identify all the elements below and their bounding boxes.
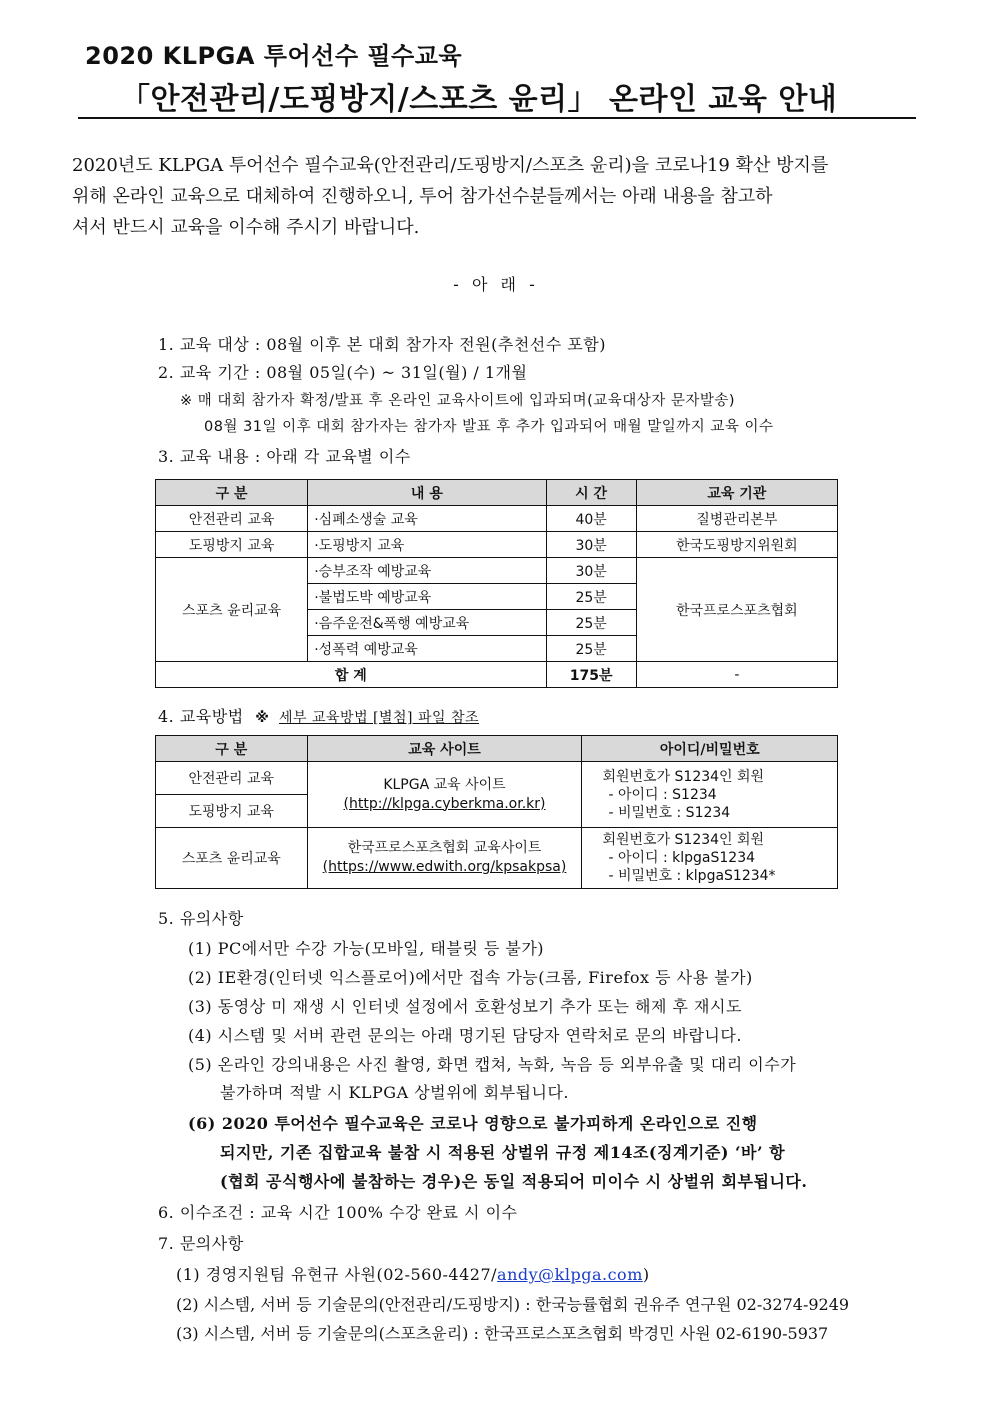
time-cell: 30분 — [546, 532, 636, 558]
education-method-table — [155, 735, 838, 889]
total-label: 합 계 — [156, 662, 547, 688]
site-cell — [307, 828, 582, 889]
notice-item: (3) 동영상 미 재생 시 인터넷 설정에서 호환성보기 추가 또는 해제 후 재시도 — [188, 997, 742, 1016]
section-1-target: 1. 교육 대상 : 08월 이후 본 대회 참가자 전원(추천선수 포함) — [158, 335, 606, 354]
document-title-line2: 「안전관리/도핑방지/스포츠 윤리」 온라인 교육 안내 — [120, 82, 838, 117]
intro-line: 셔서 반드시 교육을 이수해 주시기 바랍니다. — [72, 217, 420, 238]
time-cell: 30분 — [546, 558, 636, 584]
site-name: KLPGA 교육 사이트 — [383, 776, 506, 793]
table-header-cell: 내 용 — [308, 480, 546, 506]
org-cell: 질병관리본부 — [636, 506, 837, 532]
content-cell: ·심폐소생술 교육 — [308, 506, 546, 532]
table-header-cell: 구 분 — [156, 480, 308, 506]
total-time: 175분 — [546, 662, 636, 688]
notice-item: (5) 온라인 강의내용은 사진 촬영, 화면 캡쳐, 녹화, 녹음 등 외부유출 및 대리 이수가 — [188, 1055, 797, 1074]
time-cell: 40분 — [546, 506, 636, 532]
notice-item-bold: (협회 공식행사에 불참하는 경우)은 동일 적용되어 미이수 시 상벌위 회부됩니다. — [220, 1172, 808, 1191]
table-header-cell: 교육 사이트 — [307, 736, 582, 762]
total-org: - — [636, 662, 837, 688]
attachment-note: 세부 교육방법 [별첨] 파일 참조 — [279, 710, 480, 726]
reference-mark: ※ — [255, 710, 270, 726]
credentials-line: - 비밀번호 : klpgaS1234* — [608, 868, 776, 884]
contact-item: (2) 시스템, 서버 등 기술문의(안전관리/도핑방지) : 한국능률협회 권유주 연구원 02-3274-9249 — [176, 1295, 850, 1314]
table-row — [156, 506, 838, 532]
table-row — [156, 762, 838, 795]
site-url-link[interactable]: (https://www.edwith.org/kpsakpsa) — [322, 859, 567, 875]
table-row — [156, 828, 838, 889]
notice-item: (2) IE환경(인터넷 익스플로어)에서만 접속 가능(크롬, Firefox 등 사용 불가) — [188, 968, 753, 987]
credentials-cell — [582, 762, 838, 828]
time-cell: 25분 — [546, 610, 636, 636]
contact-text: ) — [642, 1265, 650, 1284]
org-cell: 한국프로스포츠협회 — [636, 558, 837, 662]
notice-item: (1) PC에서만 수강 가능(모바일, 태블릿 등 불가) — [188, 939, 545, 958]
notice-item: (4) 시스템 및 서버 관련 문의는 아래 명기된 담당자 연락처로 문의 바랍니다. — [188, 1026, 742, 1045]
table-header-row — [156, 480, 838, 506]
email-link[interactable]: andy@klpga.com — [497, 1265, 643, 1284]
intro-line: 위해 온라인 교육으로 대체하여 진행하오니, 투어 참가선수분들께서는 아래 내용을 참고하 — [72, 186, 773, 207]
category-cell: 안전관리 교육 — [156, 762, 308, 795]
section-4-heading — [158, 704, 479, 727]
category-cell: 도핑방지 교육 — [156, 532, 308, 558]
time-cell: 25분 — [546, 636, 636, 662]
table-row — [156, 558, 838, 584]
content-cell: ·성폭력 예방교육 — [308, 636, 546, 662]
credentials-line: - 아이디 : klpgaS1234 — [608, 850, 756, 866]
credentials-line: 회원번호가 S1234인 회원 — [602, 768, 765, 785]
section-6-completion: 6. 이수조건 : 교육 시간 100% 수강 완료 시 이수 — [158, 1203, 518, 1222]
category-cell: 스포츠 윤리교육 — [156, 828, 308, 889]
site-url-link[interactable]: (http://klpga.cyberkma.or.kr) — [343, 795, 546, 812]
table-header-cell: 아이디/비밀번호 — [582, 736, 838, 762]
credentials-cell — [582, 828, 838, 889]
category-cell: 스포츠 윤리교육 — [156, 558, 308, 662]
content-cell: ·불법도박 예방교육 — [308, 584, 546, 610]
time-cell: 25분 — [546, 584, 636, 610]
contact-text: (1) 경영지원팀 유현규 사원(02-560-4427/ — [176, 1265, 498, 1284]
section-4-title: 4. 교육방법 — [158, 707, 244, 726]
section-3-heading: 3. 교육 내용 : 아래 각 교육별 이수 — [158, 447, 411, 466]
contact-item: (3) 시스템, 서버 등 기술문의(스포츠윤리) : 한국프로스포츠협회 박경민 사원 02-6190-5937 — [176, 1324, 829, 1343]
table-header-row — [156, 736, 838, 762]
site-name: 한국프로스포츠협회 교육사이트 — [347, 840, 542, 856]
category-cell: 안전관리 교육 — [156, 506, 308, 532]
site-cell — [307, 762, 582, 828]
section-2-period: 2. 교육 기간 : 08월 05일(수) ~ 31일(월) / 1개월 — [158, 363, 528, 382]
section-5-heading: 5. 유의사항 — [158, 909, 244, 928]
notice-item-continued: 불가하며 적발 시 KLPGA 상벌위에 회부됩니다. — [220, 1083, 569, 1102]
education-content-table — [155, 479, 838, 688]
title-divider — [78, 117, 916, 119]
content-cell: ·음주운전&폭행 예방교육 — [308, 610, 546, 636]
section-2-note2: 08월 31일 이후 대회 참가자는 참가자 발표 후 추가 입과되어 매월 말일까지 교육 이수 — [204, 419, 774, 435]
section-7-heading: 7. 문의사항 — [158, 1234, 244, 1253]
content-cell: ·승부조작 예방교육 — [308, 558, 546, 584]
credentials-line: - 아이디 : S1234 — [608, 786, 717, 803]
notice-item-bold: 되지만, 기존 집합교육 불참 시 적용된 상벌위 규정 제14조(징계기준) ‘바’ 항 — [220, 1143, 786, 1162]
table-header-cell: 교육 기관 — [636, 480, 837, 506]
table-header-cell: 구 분 — [156, 736, 308, 762]
credentials-line: 회원번호가 S1234인 회원 — [602, 832, 765, 848]
document-title-line1: 2020 KLPGA 투어선수 필수교육 — [85, 42, 463, 70]
contact-item — [176, 1262, 650, 1285]
content-cell: ·도핑방지 교육 — [308, 532, 546, 558]
org-cell: 한국도핑방지위원회 — [636, 532, 837, 558]
table-row — [156, 532, 838, 558]
credentials-line: - 비밀번호 : S1234 — [608, 804, 731, 821]
intro-paragraph — [72, 150, 922, 243]
notice-item-bold: (6) 2020 투어선수 필수교육은 코로나 영향으로 불가피하게 온라인으로 진행 — [188, 1114, 758, 1133]
table-total-row — [156, 662, 838, 688]
below-marker: - 아 래 - — [453, 275, 539, 294]
section-2-note1: ※ 매 대회 참가자 확정/발표 후 온라인 교육사이트에 입과되며(교육대상자 문자발송) — [180, 393, 736, 409]
intro-line: 2020년도 KLPGA 투어선수 필수교육(안전관리/도핑방지/스포츠 윤리)을 코로나19 확산 방지를 — [72, 155, 829, 176]
table-header-cell: 시 간 — [546, 480, 636, 506]
category-cell: 도핑방지 교육 — [156, 795, 308, 828]
